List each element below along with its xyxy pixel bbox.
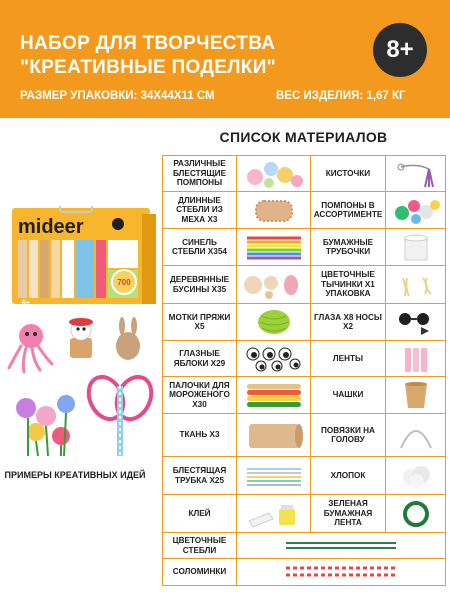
googly-eyes-icon: [237, 341, 311, 377]
box-badge: 700: [117, 278, 131, 287]
table-row: [163, 559, 446, 586]
material-label: ПАЛОЧКИ ДЛЯ МОРОЖЕНОГО Х30: [163, 377, 237, 414]
eyes-noses-icon: [386, 304, 446, 341]
material-label: ПОВЯЗКИ НА ГОЛОВУ: [311, 414, 386, 457]
product-weight: ВЕС ИЗДЕЛИЯ: 1,67 КГ: [276, 90, 406, 102]
box-age: 6+: [22, 300, 30, 307]
material-label: ЦВЕТОЧНЫЕ ТЫЧИНКИ Х1 УПАКОВКА: [311, 266, 386, 304]
chenille-icon: [237, 229, 311, 266]
table-row: [163, 304, 446, 341]
product-title-line2: "КРЕАТИВНЫЕ ПОДЕЛКИ": [20, 57, 276, 78]
table-row: [163, 533, 446, 559]
material-label: ДЕРЕВЯННЫЕ БУСИНЫ Х35: [163, 266, 237, 304]
age-badge: 8+: [373, 23, 427, 77]
examples-caption: ПРИМЕРЫ КРЕАТИВНЫХ ИДЕЙ: [4, 470, 146, 480]
material-label: КЛЕЙ: [163, 495, 237, 533]
material-label: ТКАНЬ Х3: [163, 414, 237, 457]
glue-icon: [237, 495, 311, 533]
paper-tube-icon: [386, 229, 446, 266]
glitter-tube-icon: [237, 457, 311, 495]
table-row: [163, 156, 446, 192]
header-banner: [0, 0, 450, 118]
craft-examples-image: [6, 316, 156, 464]
straws-icon: [237, 559, 446, 586]
popsicle-sticks-icon: [237, 377, 311, 414]
flower-stems-icon: [237, 533, 446, 559]
material-label: ПОМПОНЫ В АССОРТИМЕНТЕ: [311, 192, 386, 229]
materials-title: СПИСОК МАТЕРИАЛОВ: [219, 129, 388, 145]
cotton-icon: [386, 457, 446, 495]
material-label: МОТКИ ПРЯЖИ Х5: [163, 304, 237, 341]
material-label: ГЛАЗНЫЕ ЯБЛОКИ Х29: [163, 341, 237, 377]
headband-icon: [386, 414, 446, 457]
material-label: ЦВЕТОЧНЫЕ СТЕБЛИ: [163, 533, 237, 559]
material-label: КИСТОЧКИ: [311, 156, 386, 192]
table-row: [163, 192, 446, 229]
pompom-assortment-icon: [386, 192, 446, 229]
materials-table: [162, 155, 446, 586]
material-label: БЛЕСТЯЩАЯ ТРУБКА Х25: [163, 457, 237, 495]
table-row: [163, 229, 446, 266]
material-label: БУМАЖНЫЕ ТРУБОЧКИ: [311, 229, 386, 266]
stamens-icon: [386, 266, 446, 304]
green-tape-icon: [386, 495, 446, 533]
material-label: СОЛОМИНКИ: [163, 559, 237, 586]
cups-icon: [386, 377, 446, 414]
beads-icon: [237, 266, 311, 304]
table-row: [163, 457, 446, 495]
material-label: ГЛАЗА Х8 НОСЫ Х2: [311, 304, 386, 341]
fur-stem-icon: [237, 192, 311, 229]
material-label: ЧАШКИ: [311, 377, 386, 414]
box-brand: mideer: [18, 216, 84, 238]
material-label: ХЛОПОК: [311, 457, 386, 495]
material-label: РАЗЛИЧНЫЕ БЛЕСТЯЩИЕ ПОМПОНЫ: [163, 156, 237, 192]
fabric-roll-icon: [237, 414, 311, 457]
table-row: [163, 495, 446, 533]
package-size: РАЗМЕР УПАКОВКИ: 34Х44Х11 СМ: [20, 90, 215, 102]
pompoms-icon: [237, 156, 311, 192]
tassel-icon: [386, 156, 446, 192]
material-label: ЗЕЛЕНАЯ БУМАЖНАЯ ЛЕНТА: [311, 495, 386, 533]
table-row: [163, 414, 446, 457]
table-row: [163, 266, 446, 304]
product-title-line1: НАБОР ДЛЯ ТВОРЧЕСТВА: [20, 33, 276, 54]
material-label: ДЛИННЫЕ СТЕБЛИ ИЗ МЕХА Х3: [163, 192, 237, 229]
material-label: СИНЕЛЬ СТЕБЛИ Х354: [163, 229, 237, 266]
table-row: [163, 377, 446, 414]
material-label: ЛЕНТЫ: [311, 341, 386, 377]
product-box-image: [10, 206, 158, 308]
ribbons-icon: [386, 341, 446, 377]
table-row: [163, 341, 446, 377]
yarn-icon: [237, 304, 311, 341]
